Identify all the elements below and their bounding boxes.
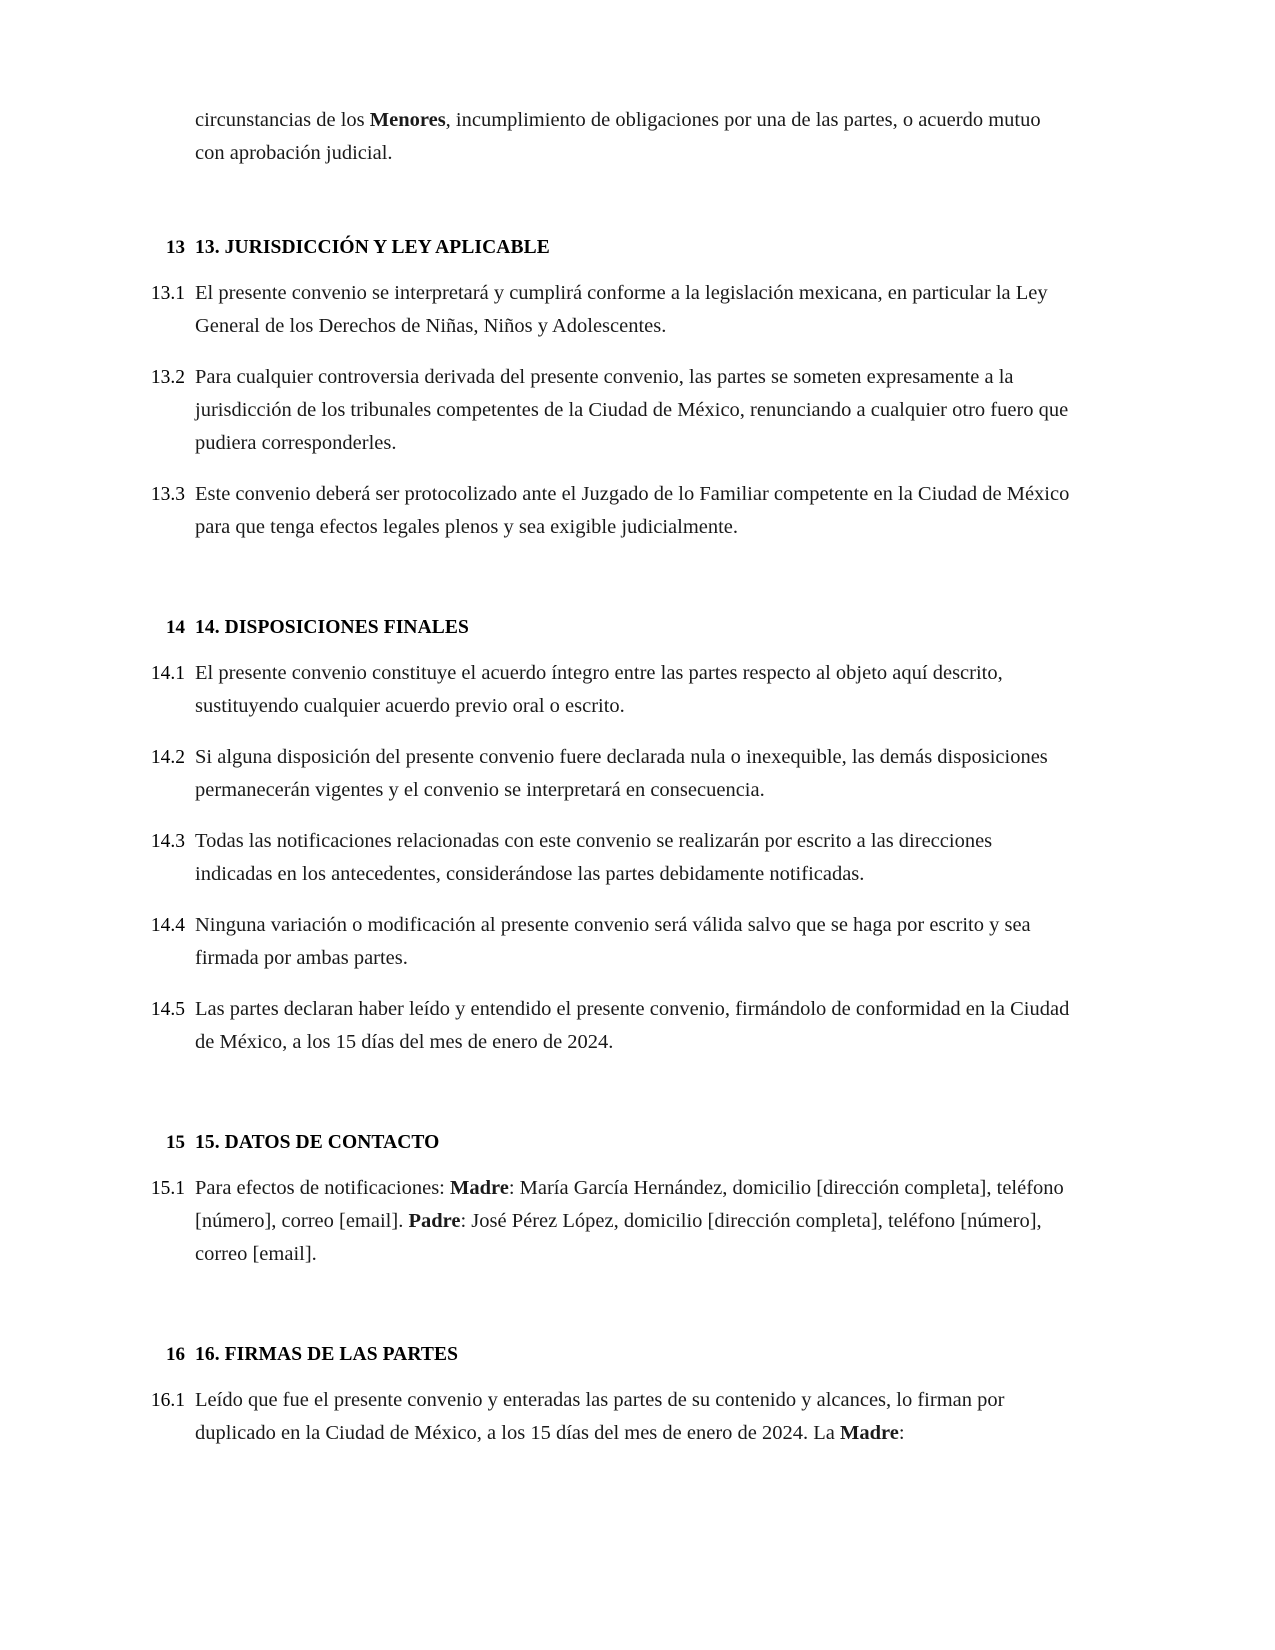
clause-text-15-1 — [185, 1172, 1073, 1271]
spacer-after-heading-16 — [133, 1370, 1073, 1384]
section-number-14: 14 — [166, 617, 185, 638]
section-title-16: 16. FIRMAS DE LAS PARTES — [195, 1344, 459, 1365]
clause-15-1-bold-madre: Madre — [450, 1177, 509, 1199]
clause-14-5 — [133, 993, 1073, 1059]
section-heading-14 — [133, 612, 1073, 643]
clause-13-3 — [133, 478, 1073, 544]
clause-number-14-5: 14.5 — [150, 999, 185, 1020]
clause-14-1 — [133, 657, 1073, 723]
continuation-paragraph — [133, 104, 1073, 170]
clause-15-1-part1: Para efectos de notificaciones: — [195, 1177, 450, 1199]
spacer-after-heading-15 — [133, 1158, 1073, 1172]
section-number-16: 16 — [166, 1344, 185, 1365]
spacer-before-section-14 — [133, 544, 1073, 612]
section-title-14: 14. DISPOSICIONES FINALES — [195, 617, 469, 638]
clause-number-14-2: 14.2 — [150, 747, 185, 768]
clause-text-14-5: Las partes declaran haber leído y entendido el presente convenio, firmándolo de conformidad en la Ciudad de México, a los 15 días del mes de enero de 2024. — [195, 998, 1070, 1053]
clause-text-13-1: El presente convenio se interpretará y cumplirá conforme a la legislación mexicana, en particular la Ley General de los Derechos de Niñas, Niños y Adolescentes. — [195, 282, 1048, 337]
clause-16-1-part2: : — [898, 1422, 905, 1444]
clause-14-4 — [133, 909, 1073, 975]
clause-number-16-1: 16.1 — [150, 1390, 185, 1411]
clause-16-1 — [133, 1384, 1073, 1450]
clause-number-14-4: 14.4 — [150, 915, 185, 936]
spacer-14-3 — [133, 891, 1073, 909]
section-title-13: 13. JURISDICCIÓN Y LEY APLICABLE — [195, 237, 550, 258]
clause-13-2 — [133, 361, 1073, 460]
clause-text-16-1 — [185, 1384, 1073, 1450]
clause-text-14-4: Ninguna variación o modificación al presente convenio será válida salvo que se haga por escrito y sea firmada por ambas partes. — [195, 914, 1031, 969]
spacer-before-section-16 — [133, 1271, 1073, 1339]
clause-number-14-1: 14.1 — [150, 663, 185, 684]
section-heading-16 — [133, 1339, 1073, 1370]
section-heading-15 — [133, 1127, 1073, 1158]
clause-text-14-2: Si alguna disposición del presente convenio fuere declarada nula o inexequible, las demás disposiciones permanecerán vigentes y el convenio se interpretará en consecuencia. — [195, 746, 1048, 801]
section-title-15: 15. DATOS DE CONTACTO — [195, 1132, 440, 1153]
spacer-13-1 — [133, 343, 1073, 361]
section-number-15: 15 — [166, 1132, 185, 1153]
clause-14-2 — [133, 741, 1073, 807]
spacer-before-section-13 — [133, 170, 1073, 232]
clause-15-1 — [133, 1172, 1073, 1271]
clause-text-13-2: Para cualquier controversia derivada del presente convenio, las partes se someten expresamente a la jurisdicción de los tribunales competentes de la Ciudad de México, renunciando a cualquier otro fuero que pudiera corresponderles. — [195, 366, 1069, 454]
spacer-14-4 — [133, 975, 1073, 993]
clause-number-13-3: 13.3 — [150, 484, 185, 505]
clause-text-13-3: Este convenio deberá ser protocolizado ante el Juzgado de lo Familiar competente en la Ciudad de México para que tenga efectos legales plenos y sea exigible judicialmente. — [195, 483, 1070, 538]
continuation-text-after: , incumplimiento de obligaciones por una de las partes, o acuerdo mutuo con aprobación judicial. — [195, 109, 1041, 164]
clause-number-14-3: 14.3 — [150, 831, 185, 852]
continuation-text-before: circunstancias de los — [195, 109, 370, 131]
clause-13-1 — [133, 277, 1073, 343]
continuation-text-bold: Menores — [369, 109, 446, 131]
spacer-14-1 — [133, 723, 1073, 741]
document-content — [133, 104, 1073, 1450]
clause-14-3 — [133, 825, 1073, 891]
clause-number-13-1: 13.1 — [150, 283, 185, 304]
clause-16-1-part1: Leído que fue el presente convenio y enteradas las partes de su contenido y alcances, lo firman por duplicado en la Ciudad de México, a los 15 días del mes de enero de 2024. La — [195, 1389, 1005, 1444]
spacer-after-heading-13 — [133, 263, 1073, 277]
clause-text-14-1: El presente convenio constituye el acuerdo íntegro entre las partes respecto al objeto aquí descrito, sustituyendo cualquier acuerdo previo oral o escrito. — [195, 662, 1003, 717]
clause-number-13-2: 13.2 — [150, 367, 185, 388]
clause-15-1-part2: : María García Hernández, domicilio [dirección completa], teléfono [número], correo [email]. — [195, 1177, 1064, 1232]
continuation-paragraph-text — [185, 104, 1073, 170]
spacer-13-2 — [133, 460, 1073, 478]
section-heading-13 — [133, 232, 1073, 263]
spacer-14-2 — [133, 807, 1073, 825]
clause-15-1-bold-padre: Padre — [408, 1210, 461, 1232]
spacer-before-section-15 — [133, 1059, 1073, 1127]
clause-text-14-3: Todas las notificaciones relacionadas con este convenio se realizarán por escrito a las direcciones indicadas en los antecedentes, considerándose las partes debidamente notificadas. — [195, 830, 993, 885]
clause-number-15-1: 15.1 — [150, 1178, 185, 1199]
section-number-13: 13 — [166, 237, 185, 258]
spacer-after-heading-14 — [133, 643, 1073, 657]
clause-16-1-bold-madre: Madre — [840, 1422, 899, 1444]
clause-15-1-part3: : José Pérez López, domicilio [dirección completa], teléfono [número], correo [email]. — [195, 1210, 1042, 1265]
